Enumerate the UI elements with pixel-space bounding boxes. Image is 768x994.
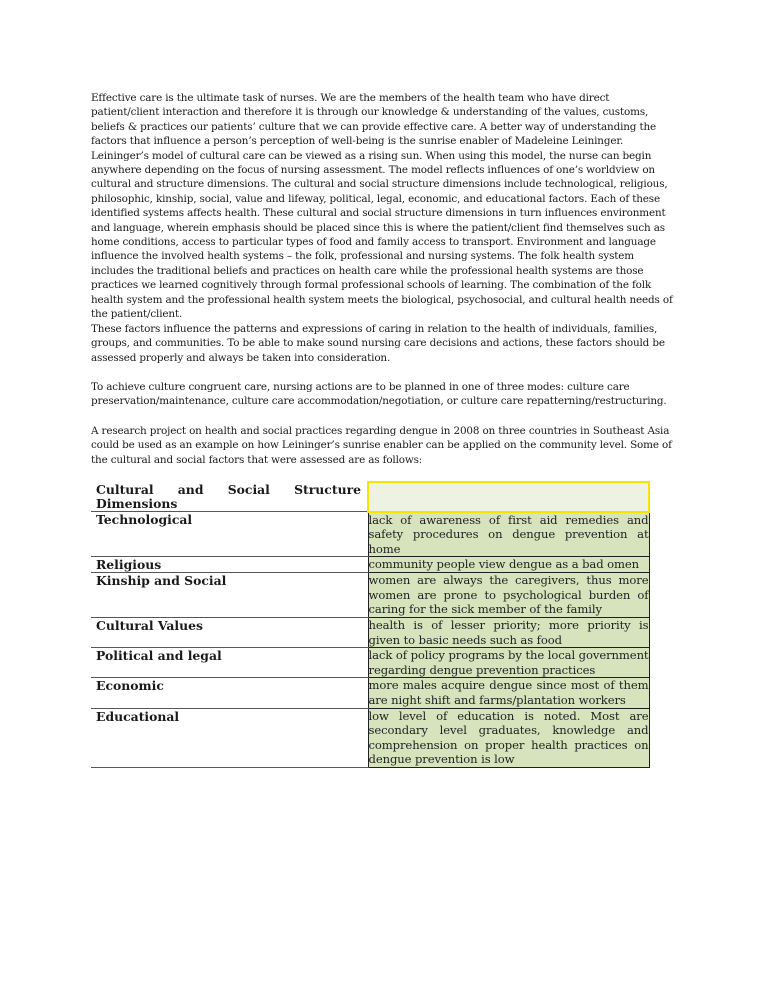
paragraph-intro: Effective care is the ultimate task of nurses. We are the members of the health team who have direct patient/client interaction and therefore it is through our knowledge & understanding of the values, customs, beliefs & practices our patients’ culture that we can provide effective care. A better way of understanding the factors that influence a person’s perception of well-being is the sunrise enabler of Madeleine Leininger. Leininger’s model of cultural care can be viewed as a rising sun. When using this model, the nurse can begin anywhere depending on the focus of nursing assessment. The model reflects influences of one’s worldview on cultural and structure dimensions. The cultural and social structure dimensions include technological, religious, philosophic, kinship, social, value and lifeway, political, legal, economic, and educational factors. Each of these identified systems affects health. These cultural and social structure dimensions in turn influences environment and language, wherein emphasis should be placed since this is where the patient/client find themselves such as home conditions, access to particular types of food and family access to transport. Environment and language influence the involved health systems – the folk, professional and nursing systems. The folk health system includes the traditional beliefs and practices on health care while the professional health systems are those practices we learned cognitively through formal professional schools of learning. The combination of the folk health system and the professional health system meets the biological, psychosocial, and cultural health needs of the patient/client. [91,92,673,321]
row-factor: health is of lesser priority; more priority is given to basic needs such as food [368,618,649,647]
table-row [91,557,649,573]
table-header-dimensions [91,482,368,512]
table-header-row [91,482,649,512]
row-dimension: Kinship and Social [91,573,368,618]
table-row [91,573,649,618]
row-dimension: Economic [91,678,368,708]
row-dimension: Educational [91,708,368,767]
header-word: Structure [294,482,361,497]
header-word: Dimensions [96,496,178,511]
row-factor: low level of education is noted. Most are secondary level graduates, knowledge and comprehension on proper health practices on dengue prevention is low [368,708,649,767]
row-dimension: Religious [91,557,368,573]
row-dimension: Technological [91,512,368,557]
table-row [91,648,649,678]
table-row [91,618,649,648]
header-word: Social [227,482,270,497]
row-dimension: Cultural Values [91,618,368,648]
row-factor: lack of awareness of first aid remedies and safety procedures on dengue prevention at home [368,512,649,556]
row-factor: lack of policy programs by the local government regarding dengue prevention practices [368,648,649,677]
paragraph-research-project: A research project on health and social practices regarding dengue in 2008 on three countries in Southeast Asia could be used as an example on how Leininger’s sunrise enabler can be applied on the community level. Some of the cultural and social factors that were assessed are as follows: [91,425,672,466]
paragraph-culture-congruent-care: To achieve culture congruent care, nursing actions are to be planned in one of three modes: culture care preservation/maintenance, culture care accommodation/negotiation, or culture care repatterning/restructuring. [91,381,667,408]
header-word: Cultural [96,482,154,497]
header-word: and [177,482,204,497]
table-header-factor [368,482,649,512]
table-row [91,512,649,557]
row-factor: more males acquire dengue since most of them are night shift and farms/plantation workers [368,678,649,708]
table-row [91,708,649,767]
row-factor: community people view dengue as a bad omen [368,557,649,573]
cultural-social-factors-table [91,481,650,768]
table-row [91,678,649,708]
paragraph-factors: These factors influence the patterns and expressions of caring in relation to the health of individuals, families, groups, and communities. To be able to make sound nursing care decisions and actions, these factors should be assessed properly and always be taken into consideration. [91,323,665,364]
row-dimension: Political and legal [91,648,368,678]
row-factor: women are always the caregivers, thus more women are prone to psychological burden of caring for the sick member of the family [368,573,649,617]
